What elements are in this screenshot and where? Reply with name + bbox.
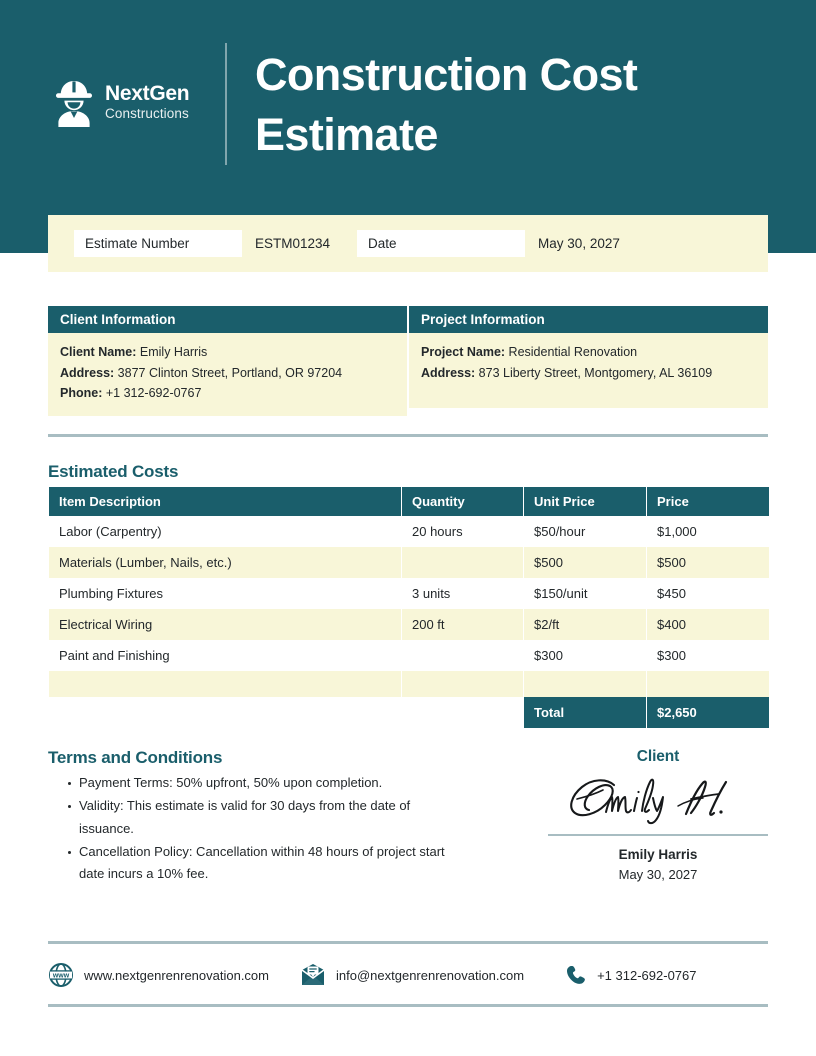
footer-website-text: www.nextgenrenrenovation.com (84, 967, 269, 983)
project-information-heading: Project Information (409, 306, 768, 333)
cell-unit-price: $150/unit (524, 578, 646, 609)
client-information-card (48, 306, 407, 416)
divider-bottom-edge (48, 1004, 768, 1007)
company-logo (52, 64, 224, 140)
cell-description: Paint and Finishing (49, 640, 401, 671)
client-phone-label: Phone: (60, 386, 103, 401)
cell-quantity (402, 640, 523, 671)
cell-quantity: 200 ft (402, 609, 523, 640)
client-address-value: 3877 Clinton Street, Portland, OR 97204 (117, 365, 343, 380)
project-name-label: Project Name: (421, 345, 506, 359)
signature-date: May 30, 2027 (618, 867, 698, 882)
footer-website[interactable] (48, 962, 269, 988)
table-header-row (49, 487, 769, 516)
estimate-number-field (74, 230, 330, 257)
project-name-value: Residential Renovation (508, 345, 638, 359)
cell-unit-price: $500 (524, 547, 646, 578)
cell-price (647, 671, 769, 697)
project-name-line (421, 342, 756, 363)
client-name-value: Emily Harris (139, 345, 208, 359)
date-label: Date (357, 230, 525, 257)
envelope-icon (300, 962, 326, 988)
client-phone-line (60, 383, 395, 404)
cell-unit-price: $2/ft (524, 609, 646, 640)
total-spacer (49, 697, 401, 728)
cell-price: $400 (647, 609, 769, 640)
cell-unit-price (524, 671, 646, 697)
cell-description (49, 671, 401, 697)
list-item: Validity: This estimate is valid for 30 days from the date of issuance. (48, 795, 448, 840)
signature-line (548, 834, 768, 836)
cell-description: Labor (Carpentry) (49, 516, 401, 547)
project-address-label: Address: (421, 365, 476, 380)
header-vertical-divider (225, 43, 227, 165)
logo-wordmark (105, 83, 189, 121)
table-row (49, 516, 769, 547)
logo-company-tagline: Constructions (105, 106, 189, 122)
column-header-quantity: Quantity (402, 487, 523, 516)
client-name-label: Client Name: (60, 345, 137, 359)
estimated-costs-title: Estimated Costs (48, 462, 179, 481)
cell-quantity (402, 547, 523, 578)
project-information-body (409, 333, 768, 408)
phone-icon (565, 964, 587, 986)
client-signature-block (548, 748, 768, 882)
column-header-unit-price: Unit Price (524, 487, 646, 516)
list-item: Payment Terms: 50% upfront, 50% upon completion. (48, 772, 448, 794)
table-row-empty (49, 671, 769, 697)
divider-above-footer (48, 941, 768, 944)
cell-price: $1,000 (647, 516, 769, 547)
total-value: $2,650 (647, 697, 769, 728)
signature-name: Emily Harris (618, 847, 698, 862)
svg-text:www: www (52, 972, 70, 980)
estimated-costs-table (48, 487, 770, 728)
cell-price: $450 (647, 578, 769, 609)
handwritten-signature-icon (558, 770, 758, 828)
logo-company-name: NextGen (105, 82, 190, 106)
total-label: Total (524, 697, 646, 728)
cell-unit-price: $300 (524, 640, 646, 671)
cell-price: $500 (647, 547, 769, 578)
column-header-description: Item Description (49, 487, 401, 516)
page-title: Construction Cost Estimate (255, 49, 638, 160)
cell-description: Plumbing Fixtures (49, 578, 401, 609)
table-row (49, 640, 769, 671)
project-address-value: 873 Liberty Street, Montgomery, AL 36109 (478, 365, 713, 380)
terms-title: Terms and Conditions (48, 748, 223, 767)
project-information-card (409, 306, 768, 416)
signature-heading: Client (636, 748, 680, 765)
footer-email-text: info@nextgenrenrenovation.com (336, 967, 525, 983)
cell-quantity: 20 hours (402, 516, 523, 547)
table-row (49, 609, 769, 640)
client-address-label: Address: (60, 365, 115, 380)
footer-email[interactable] (300, 962, 524, 988)
project-address-line (421, 363, 756, 384)
information-cards (48, 306, 768, 416)
footer-phone[interactable] (565, 964, 696, 986)
client-name-line (60, 342, 395, 363)
cell-description: Electrical Wiring (49, 609, 401, 640)
table-row (49, 578, 769, 609)
client-information-heading: Client Information (48, 306, 407, 333)
cell-quantity (402, 671, 523, 697)
column-header-price: Price (647, 487, 769, 516)
total-spacer-2 (402, 697, 523, 728)
footer-phone-text: +1 312-692-0767 (597, 967, 697, 983)
date-field (357, 230, 620, 257)
client-phone-value: +1 312-692-0767 (105, 386, 202, 401)
date-value: May 30, 2027 (538, 236, 620, 251)
cell-unit-price: $50/hour (524, 516, 646, 547)
terms-list (48, 772, 448, 886)
globe-www-icon (48, 962, 74, 988)
divider-above-costs (48, 434, 768, 437)
cell-price: $300 (647, 640, 769, 671)
client-information-body (48, 333, 407, 416)
footer-contact-bar (48, 958, 768, 992)
client-address-line (60, 363, 395, 384)
terms-and-conditions (48, 748, 448, 887)
estimate-meta-bar (48, 215, 768, 272)
estimate-number-label: Estimate Number (74, 230, 242, 257)
cell-description: Materials (Lumber, Nails, etc.) (49, 547, 401, 578)
estimate-number-value: ESTM01234 (255, 236, 331, 251)
cell-quantity: 3 units (402, 578, 523, 609)
list-item: Cancellation Policy: Cancellation within 48 hours of project start date incurs a 10% fee. (48, 841, 448, 886)
table-total-row (49, 697, 769, 728)
table-row (49, 547, 769, 578)
signature-mark (548, 770, 768, 828)
hard-hat-worker-icon (52, 77, 96, 127)
